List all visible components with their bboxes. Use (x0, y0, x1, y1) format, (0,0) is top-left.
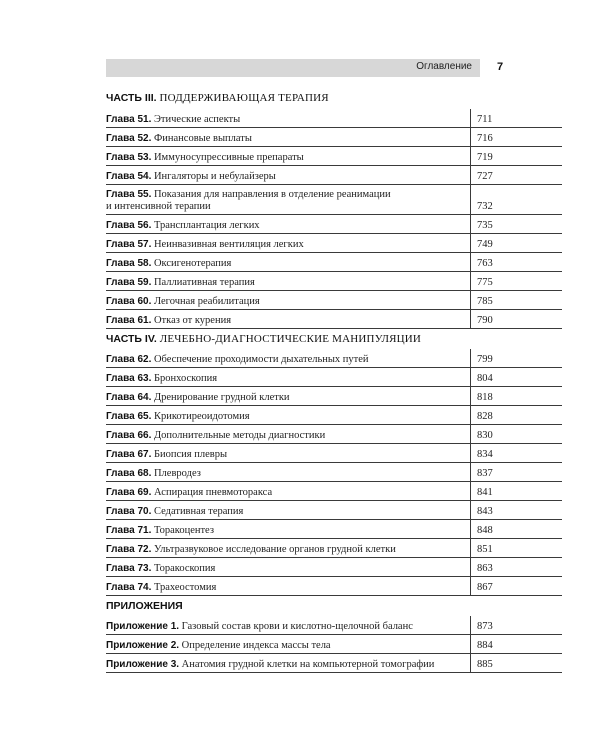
chapter-number: Глава 57. (106, 239, 152, 250)
chapter-number: Глава 73. (106, 563, 152, 574)
chapter-number: Глава 54. (106, 171, 152, 182)
appendix-page: 873 (470, 616, 562, 634)
chapter-number: Глава 59. (106, 277, 152, 288)
chapter-title: Финансовые выплаты (153, 133, 252, 144)
chapter-page: 818 (470, 387, 562, 405)
chapter-number: Глава 51. (106, 114, 152, 125)
chapter-title: Крикотиреоидотомия (153, 411, 250, 422)
appendix-page: 885 (470, 654, 562, 672)
section-label: ЧАСТЬ IV. (106, 333, 157, 345)
section-title-appendices (106, 600, 183, 612)
toc-row[interactable] (106, 387, 562, 406)
toc-row[interactable] (106, 558, 562, 577)
chapter-number: Глава 62. (106, 354, 152, 365)
chapter-title: Легочная реабилитация (153, 296, 260, 307)
chapter-number: Глава 74. (106, 582, 152, 593)
chapter-number: Глава 65. (106, 411, 152, 422)
chapter-title: Бронхоскопия (153, 373, 218, 384)
chapter-page: 719 (470, 147, 562, 165)
chapter-title: Неинвазивная вентиляция легких (153, 239, 304, 250)
toc-row[interactable] (106, 310, 562, 329)
chapter-number: Глава 67. (106, 449, 152, 460)
chapter-title: Торакоскопия (153, 563, 216, 574)
chapter-page: 735 (470, 215, 562, 233)
chapter-number: Глава 63. (106, 373, 152, 384)
chapter-title: Отказ от курения (153, 315, 232, 326)
chapter-number: Глава 56. (106, 220, 152, 231)
toc-row[interactable] (106, 234, 562, 253)
chapter-title: Аспирация пневмоторакса (153, 487, 273, 498)
chapter-title: Трахеостомия (153, 582, 217, 593)
toc-part-3 (106, 109, 562, 329)
chapter-page: 848 (470, 520, 562, 538)
chapter-title: Показания для направления в отделение реанимации (153, 189, 391, 200)
toc-row[interactable] (106, 520, 562, 539)
appendix-number: Приложение 3. (106, 659, 180, 670)
toc-row[interactable] (106, 654, 562, 673)
chapter-number: Глава 71. (106, 525, 152, 536)
chapter-title: Седативная терапия (153, 506, 244, 517)
chapter-page: 863 (470, 558, 562, 576)
chapter-number: Глава 72. (106, 544, 152, 555)
chapter-title-continued: и интенсивной терапии (106, 201, 211, 212)
chapter-page: 775 (470, 272, 562, 290)
section-title-part-3 (106, 92, 329, 104)
chapter-page: 834 (470, 444, 562, 462)
chapter-page: 732 (470, 185, 562, 214)
chapter-page: 799 (470, 349, 562, 367)
toc-row[interactable] (106, 539, 562, 558)
chapter-title: Биопсия плевры (153, 449, 228, 460)
toc-row[interactable] (106, 577, 562, 596)
chapter-number: Глава 70. (106, 506, 152, 517)
running-header-title: Оглавление (416, 61, 472, 72)
chapter-number: Глава 64. (106, 392, 152, 403)
toc-part-4 (106, 349, 562, 596)
chapter-number: Глава 68. (106, 468, 152, 479)
toc-row[interactable] (106, 253, 562, 272)
toc-row[interactable] (106, 444, 562, 463)
toc-row[interactable] (106, 368, 562, 387)
toc-row[interactable] (106, 215, 562, 234)
chapter-number: Глава 69. (106, 487, 152, 498)
toc-row[interactable] (106, 349, 562, 368)
toc-row[interactable] (106, 635, 562, 654)
page-number: 7 (497, 61, 504, 73)
toc-row[interactable] (106, 406, 562, 425)
appendix-page: 884 (470, 635, 562, 653)
appendices-label: ПРИЛОЖЕНИЯ (106, 600, 183, 612)
chapter-title: Оксигенотерапия (153, 258, 232, 269)
toc-row[interactable] (106, 291, 562, 310)
chapter-page: 841 (470, 482, 562, 500)
toc-row[interactable] (106, 166, 562, 185)
toc-row[interactable] (106, 425, 562, 444)
chapter-title: Плевродез (153, 468, 201, 479)
appendix-title: Определение индекса массы тела (181, 640, 331, 651)
chapter-page: 828 (470, 406, 562, 424)
chapter-page: 851 (470, 539, 562, 557)
toc-row[interactable] (106, 501, 562, 520)
toc-row[interactable] (106, 463, 562, 482)
section-title-part-4 (106, 333, 421, 345)
chapter-title: Дополнительные методы диагностики (153, 430, 326, 441)
chapter-page: 790 (470, 310, 562, 328)
chapter-title: Иммуносупрессивные препараты (153, 152, 304, 163)
chapter-page: 711 (470, 109, 562, 127)
chapter-number: Глава 52. (106, 133, 152, 144)
running-header (106, 59, 480, 77)
chapter-page: 716 (470, 128, 562, 146)
appendix-number: Приложение 1. (106, 621, 180, 632)
section-name: ПОДДЕРЖИВАЮЩАЯ ТЕРАПИЯ (159, 92, 329, 104)
appendix-title: Газовый состав крови и кислотно-щелочной баланс (181, 621, 413, 632)
chapter-page: 727 (470, 166, 562, 184)
chapter-page: 804 (470, 368, 562, 386)
chapter-page: 749 (470, 234, 562, 252)
chapter-page: 867 (470, 577, 562, 595)
toc-row[interactable] (106, 128, 562, 147)
chapter-number: Глава 60. (106, 296, 152, 307)
chapter-number: Глава 55. (106, 189, 152, 200)
toc-row[interactable] (106, 147, 562, 166)
chapter-number: Глава 58. (106, 258, 152, 269)
chapter-title: Этические аспекты (153, 114, 241, 125)
chapter-title: Торакоцентез (153, 525, 214, 536)
chapter-number: Глава 66. (106, 430, 152, 441)
toc-row[interactable] (106, 272, 562, 291)
toc-appendices (106, 616, 562, 673)
chapter-page: 785 (470, 291, 562, 309)
chapter-title: Ингаляторы и небулайзеры (153, 171, 276, 182)
section-label: ЧАСТЬ III. (106, 92, 157, 104)
toc-row[interactable] (106, 616, 562, 635)
chapter-title: Трансплантация легких (153, 220, 260, 231)
chapter-title: Паллиативная терапия (153, 277, 255, 288)
toc-row[interactable] (106, 482, 562, 501)
section-name: ЛЕЧЕБНО-ДИАГНОСТИЧЕСКИЕ МАНИПУЛЯЦИИ (159, 333, 422, 345)
toc-row[interactable] (106, 109, 562, 128)
chapter-title: Обеспечение проходимости дыхательных путей (153, 354, 369, 365)
chapter-page: 837 (470, 463, 562, 481)
chapter-number: Глава 53. (106, 152, 152, 163)
appendix-number: Приложение 2. (106, 640, 180, 651)
chapter-page: 763 (470, 253, 562, 271)
chapter-number: Глава 61. (106, 315, 152, 326)
chapter-title: Ультразвуковое исследование органов грудной клетки (153, 544, 396, 555)
chapter-page: 843 (470, 501, 562, 519)
appendix-title: Анатомия грудной клетки на компьютерной томографии (181, 659, 435, 670)
chapter-title: Дренирование грудной клетки (153, 392, 290, 403)
chapter-page: 830 (470, 425, 562, 443)
toc-row[interactable] (106, 185, 562, 215)
